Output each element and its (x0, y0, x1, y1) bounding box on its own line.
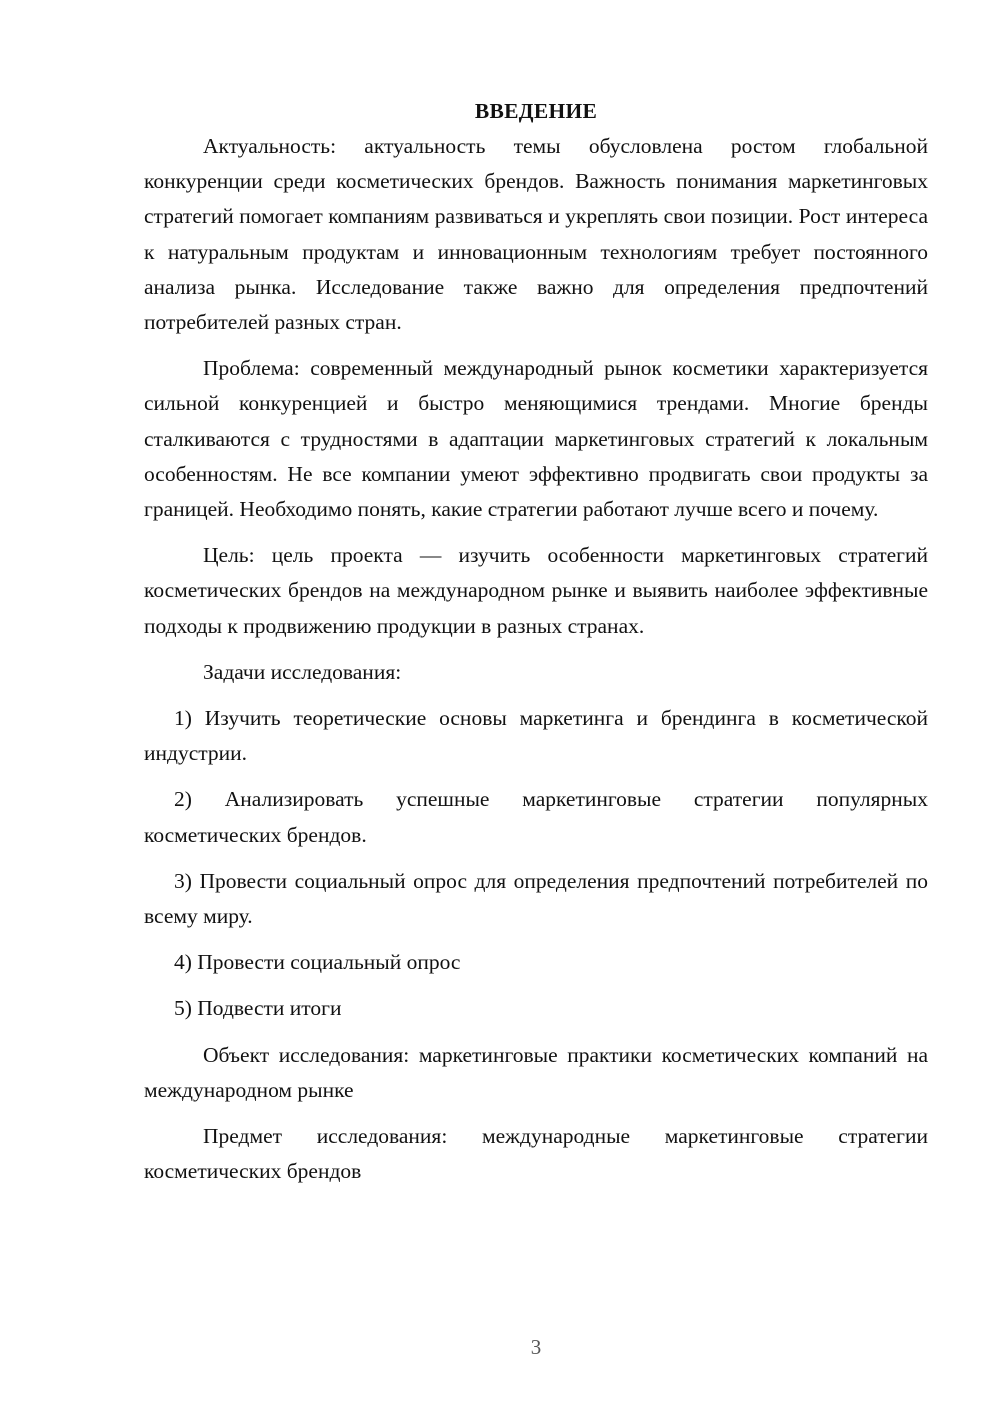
text-column (144, 94, 928, 1200)
page-number: 3 (530, 1335, 542, 1359)
paragraph-goal: Цель: цель проекта — изучить особенности маркетинговых стратегий косметических брендов на международном рынке и выявить наиболее эффективные подходы к продвижению продукции в разных странах. (144, 543, 928, 638)
task-item-2: 2) Анализировать успешные маркетинговые стратегии популярных косметических брендов. (144, 787, 928, 847)
section-heading: ВВЕДЕНИЕ (474, 99, 598, 123)
tasks-intro: Задачи исследования: (203, 659, 402, 684)
paragraph-problem: Проблема: современный международный рынок косметики характеризуется сильной конкуренцией и быстро меняющимися трендами. Многие бренды сталкиваются с трудностями в адаптации маркетинговых стратегий к локальным особенностям. Не все компании умеют эффективно продвигать свои продукты за границей. Необходимо понять, какие стратегии работают лучше всего и почему. (144, 356, 928, 522)
task-item-5: 5) Подвести итоги (174, 996, 342, 1021)
paragraph-research-subject: Предмет исследования: международные маркетинговые стратегии косметических брендов (144, 1124, 928, 1184)
task-item-3: 3) Провести социальный опрос для определения предпочтений потребителей по всему миру. (144, 868, 928, 929)
paragraph-relevance: Актуальность: актуальность темы обусловлена ростом глобальной конкуренции среди косметических брендов. Важность понимания маркетинговых стратегий помогает компаниям развиваться и укреплять свои позиции. Рост интереса к натуральным продуктам и инновационным технологиям требует постоянного анализа рынка. Исследование также важно для определения предпочтений потребителей разных стран. (144, 134, 928, 335)
task-item-1: 1) Изучить теоретические основы маркетинга и брендинга в косметической индустрии. (144, 706, 928, 766)
paragraph-research-object: Объект исследования: маркетинговые практики косметических компаний на международном рынке (144, 1042, 928, 1102)
task-item-4: 4) Провести социальный опрос (174, 950, 461, 975)
